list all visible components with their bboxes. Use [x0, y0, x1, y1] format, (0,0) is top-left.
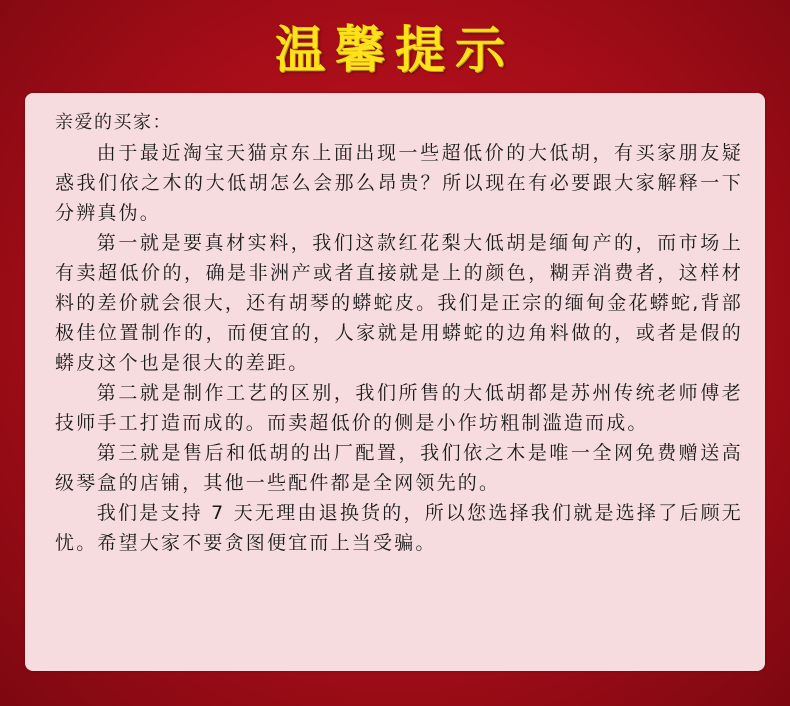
paragraph-materials: 第一就是要真材实料，我们这款红花梨大低胡是缅甸产的，而市场上有卖超低价的，确是非洲产或者直接就是上的颜色，糊弄消费者，这样材料的差价就会很大，还有胡琴的蟒蛇皮。我们是正宗的缅甸金花蟒蛇,背部极佳位置制作的，而便宜的，人家就是用蟒蛇的边角料做的，或者是假的蟒皮这个也是很大的差距。: [55, 232, 743, 374]
paragraph-craftsmanship: 第二就是制作工艺的区别，我们所售的大低胡都是苏州传统老师傅老技师手工打造而成的。而卖超低价的侧是小作坊粗制滥造而成。: [55, 382, 743, 434]
paragraph-intro: 由于最近淘宝天猫京东上面出现一些超低价的大低胡，有买家朋友疑惑我们依之木的大低胡怎么会那么昂贵？所以现在有必要跟大家解释一下分辨真伪。: [55, 142, 743, 224]
paragraph-after-sales: 第三就是售后和低胡的出厂配置，我们依之木是唯一全网免费赠送高级琴盒的店铺，其他一些配件都是全网领先的。: [55, 442, 743, 494]
paragraph-return-policy: 我们是支持 7 天无理由退换货的，所以您选择我们就是选择了后顾无忧。希望大家不要贪图便宜而上当受骗。: [55, 502, 743, 554]
page-title: 温馨提示: [275, 21, 515, 79]
greeting: 亲爱的买家：: [55, 112, 172, 133]
notice-panel: [25, 93, 765, 671]
